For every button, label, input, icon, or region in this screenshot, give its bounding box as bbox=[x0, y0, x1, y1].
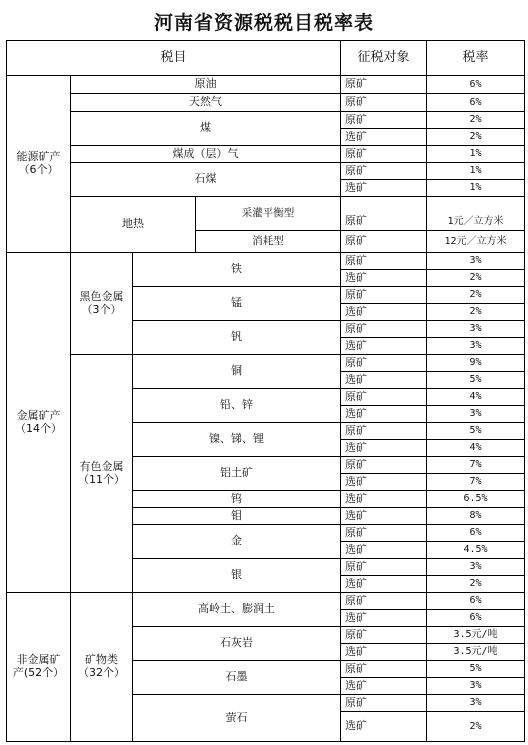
item-fluorite: 萤石 bbox=[133, 695, 341, 742]
object-cell: 选矿 bbox=[341, 304, 427, 321]
object-cell: 原矿 bbox=[341, 146, 427, 163]
rate-cell: 2% bbox=[427, 112, 525, 129]
rate-cell: 4% bbox=[427, 389, 525, 406]
object-cell: 选矿 bbox=[341, 338, 427, 355]
object-cell: 原矿 bbox=[341, 627, 427, 644]
rate-cell: 12元／立方米 bbox=[427, 231, 525, 253]
object-cell: 选矿 bbox=[341, 474, 427, 491]
rate-cell: 3.5元/吨 bbox=[427, 644, 525, 661]
rate-cell: 3% bbox=[427, 253, 525, 270]
rate-cell: 2% bbox=[427, 270, 525, 287]
rate-cell: 5% bbox=[427, 423, 525, 440]
item-molybdenum: 钼 bbox=[133, 508, 341, 525]
object-cell: 原矿 bbox=[341, 661, 427, 678]
item-nickel: 镍、锑、锂 bbox=[133, 423, 341, 457]
object-cell: 选矿 bbox=[341, 129, 427, 146]
object-cell: 选矿 bbox=[341, 491, 427, 508]
object-cell: 原矿 bbox=[341, 355, 427, 372]
object-cell: 原矿 bbox=[341, 423, 427, 440]
rate-cell: 9% bbox=[427, 355, 525, 372]
group-mineral: 矿物类 （32个） bbox=[71, 593, 133, 742]
item-tungsten: 钨 bbox=[133, 491, 341, 508]
object-cell: 原矿 bbox=[341, 389, 427, 406]
rate-cell: 1% bbox=[427, 146, 525, 163]
rate-cell: 6% bbox=[427, 593, 525, 610]
rate-cell: 6.5% bbox=[427, 491, 525, 508]
object-cell: 选矿 bbox=[341, 644, 427, 661]
rate-cell: 3% bbox=[427, 678, 525, 695]
object-cell: 选矿 bbox=[341, 440, 427, 457]
object-cell: 选矿 bbox=[341, 406, 427, 423]
rate-cell: 3% bbox=[427, 338, 525, 355]
item-bauxite: 铝土矿 bbox=[133, 457, 341, 491]
rate-cell: 5% bbox=[427, 372, 525, 389]
item-vanadium: 钒 bbox=[133, 321, 341, 355]
item-stonecoal: 石煤 bbox=[71, 163, 341, 197]
object-cell: 选矿 bbox=[341, 542, 427, 559]
item-geo-consume: 消耗型 bbox=[196, 231, 341, 253]
rate-cell: 6% bbox=[427, 94, 525, 112]
rate-cell: 2% bbox=[427, 287, 525, 304]
rate-cell: 4% bbox=[427, 440, 525, 457]
rate-cell: 2% bbox=[427, 129, 525, 146]
object-cell: 原矿 bbox=[341, 76, 427, 94]
item-geo-irrigation: 采灌平衡型 bbox=[196, 197, 341, 231]
object-cell: 选矿 bbox=[341, 508, 427, 525]
rate-cell: 3% bbox=[427, 695, 525, 712]
group-nonferrous: 有色金属 （11个） bbox=[71, 355, 133, 593]
object-cell: 选矿 bbox=[341, 372, 427, 389]
item-limestone: 石灰岩 bbox=[133, 627, 341, 661]
object-cell: 选矿 bbox=[341, 180, 427, 197]
object-cell: 原矿 bbox=[341, 163, 427, 180]
tax-rate-table bbox=[6, 40, 525, 742]
object-cell: 原矿 bbox=[341, 559, 427, 576]
table-row bbox=[7, 163, 525, 180]
rate-cell: 3% bbox=[427, 559, 525, 576]
item-gas: 天然气 bbox=[71, 94, 341, 112]
object-cell: 选矿 bbox=[341, 576, 427, 593]
object-cell: 原矿 bbox=[341, 287, 427, 304]
rate-cell: 6% bbox=[427, 525, 525, 542]
item-gold: 金 bbox=[133, 525, 341, 559]
header-object: 征税对象 bbox=[341, 41, 427, 76]
table-row bbox=[7, 146, 525, 163]
object-cell: 原矿 bbox=[341, 457, 427, 474]
rate-cell: 7% bbox=[427, 474, 525, 491]
item-coal: 煤 bbox=[71, 112, 341, 146]
object-cell: 原矿 bbox=[341, 112, 427, 129]
item-cbm: 煤成（层）气 bbox=[71, 146, 341, 163]
spacer-cell bbox=[341, 197, 427, 214]
tax-rate-table-container bbox=[6, 40, 524, 742]
rate-cell: 1% bbox=[427, 180, 525, 197]
object-cell: 原矿 bbox=[341, 253, 427, 270]
object-cell: 选矿 bbox=[341, 678, 427, 695]
rate-cell: 2% bbox=[427, 576, 525, 593]
object-cell: 原矿 bbox=[341, 695, 427, 712]
table-row bbox=[7, 593, 525, 610]
header-item: 税目 bbox=[7, 41, 341, 76]
item-crude: 原油 bbox=[71, 76, 341, 94]
rate-cell: 6% bbox=[427, 610, 525, 627]
item-manganese: 锰 bbox=[133, 287, 341, 321]
rate-cell: 3% bbox=[427, 406, 525, 423]
item-iron: 铁 bbox=[133, 253, 341, 287]
object-cell: 原矿 bbox=[341, 94, 427, 112]
object-cell: 原矿 bbox=[341, 231, 427, 253]
item-silver: 银 bbox=[133, 559, 341, 593]
rate-cell: 8% bbox=[427, 508, 525, 525]
group-nonmetal: 非金属矿 产(52个） bbox=[7, 593, 71, 742]
object-cell: 原矿 bbox=[341, 525, 427, 542]
rate-cell: 2% bbox=[427, 304, 525, 321]
object-cell: 选矿 bbox=[341, 712, 427, 742]
table-row bbox=[7, 355, 525, 372]
item-graphite: 石墨 bbox=[133, 661, 341, 695]
rate-cell: 5% bbox=[427, 661, 525, 678]
rate-cell: 1% bbox=[427, 163, 525, 180]
rate-cell: 6% bbox=[427, 76, 525, 94]
rate-cell: 3.5元/吨 bbox=[427, 627, 525, 644]
header-rate: 税率 bbox=[427, 41, 525, 76]
page-title: 河南省资源税税目税率表 bbox=[153, 12, 374, 34]
rate-cell: 1元／立方米 bbox=[427, 214, 525, 231]
table-header-row bbox=[7, 41, 525, 76]
group-ferrous: 黑色金属 （3个） bbox=[71, 253, 133, 355]
table-row bbox=[7, 76, 525, 94]
rate-cell: 7% bbox=[427, 457, 525, 474]
object-cell: 选矿 bbox=[341, 610, 427, 627]
object-cell: 原矿 bbox=[341, 214, 427, 231]
item-copper: 铜 bbox=[133, 355, 341, 389]
spacer-cell bbox=[427, 197, 525, 214]
item-kaolin: 高岭土、膨润土 bbox=[133, 593, 341, 627]
table-row bbox=[7, 94, 525, 112]
item-leadzinc: 铅、锌 bbox=[133, 389, 341, 423]
group-energy: 能源矿产 （6个） bbox=[7, 76, 71, 253]
object-cell: 原矿 bbox=[341, 593, 427, 610]
object-cell: 选矿 bbox=[341, 270, 427, 287]
table-row bbox=[7, 112, 525, 129]
rate-cell: 4.5% bbox=[427, 542, 525, 559]
object-cell: 原矿 bbox=[341, 321, 427, 338]
group-metal: 金属矿产 （14个） bbox=[7, 253, 71, 593]
rate-cell: 3% bbox=[427, 321, 525, 338]
rate-cell: 2% bbox=[427, 712, 525, 742]
item-geothermal: 地热 bbox=[71, 197, 196, 253]
table-row bbox=[7, 253, 525, 270]
table-row bbox=[7, 197, 525, 214]
